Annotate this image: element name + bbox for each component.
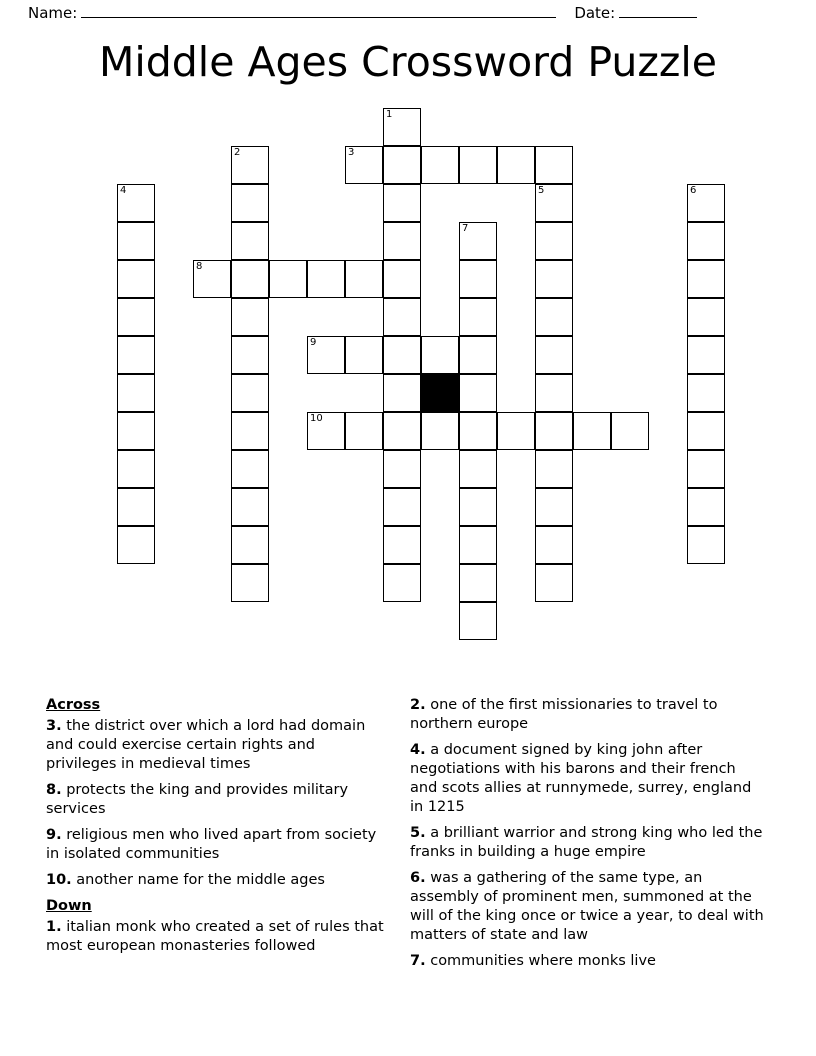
grid-cell[interactable]	[535, 564, 573, 602]
grid-cell[interactable]	[383, 526, 421, 564]
clue-down-7	[410, 952, 766, 971]
grid-cell[interactable]	[231, 146, 269, 184]
clue-down-4	[410, 741, 766, 817]
grid-cell[interactable]	[231, 184, 269, 222]
grid-cell[interactable]	[383, 184, 421, 222]
grid-cell[interactable]	[687, 222, 725, 260]
grid-cell[interactable]	[231, 488, 269, 526]
grid-cell[interactable]	[231, 260, 269, 298]
grid-cell[interactable]	[231, 374, 269, 412]
grid-cell[interactable]	[383, 450, 421, 488]
clue-number: 4.	[410, 742, 426, 758]
grid-cell[interactable]	[687, 336, 725, 374]
grid-cell[interactable]	[345, 260, 383, 298]
clue-text: the district over which a lord had domain and could exercise certain rights and privileges in medieval times	[46, 718, 366, 772]
clue-down-6	[410, 869, 766, 945]
clue-across-9	[46, 826, 388, 864]
grid-cell[interactable]	[117, 412, 155, 450]
grid-cell[interactable]	[231, 222, 269, 260]
clue-text: italian monk who created a set of rules that most european monasteries followed	[46, 919, 384, 954]
grid-cell[interactable]	[117, 374, 155, 412]
grid-cell[interactable]	[687, 450, 725, 488]
grid-cell[interactable]	[535, 450, 573, 488]
grid-cell-number: 4	[120, 185, 127, 196]
grid-cell[interactable]	[307, 412, 345, 450]
crossword-grid[interactable]	[0, 108, 816, 668]
grid-cell[interactable]	[383, 108, 421, 146]
name-blank-line[interactable]	[81, 17, 556, 18]
clues-column-left	[46, 696, 388, 963]
grid-cell-number: 7	[462, 223, 469, 234]
grid-cell[interactable]	[497, 146, 535, 184]
grid-cell[interactable]	[117, 260, 155, 298]
grid-cell[interactable]	[117, 526, 155, 564]
down-heading: Down	[46, 898, 92, 914]
grid-cell-number: 10	[310, 413, 323, 424]
grid-cell[interactable]	[687, 374, 725, 412]
clue-down-1	[46, 918, 388, 956]
grid-cell[interactable]	[459, 602, 497, 640]
grid-cell[interactable]	[535, 488, 573, 526]
grid-cell[interactable]	[231, 412, 269, 450]
grid-cell[interactable]	[421, 146, 459, 184]
grid-cell[interactable]	[459, 336, 497, 374]
grid-cell[interactable]	[535, 146, 573, 184]
clue-number: 6.	[410, 870, 426, 886]
grid-cell[interactable]	[687, 526, 725, 564]
grid-cell[interactable]	[535, 298, 573, 336]
grid-cell[interactable]	[687, 260, 725, 298]
grid-cell[interactable]	[687, 412, 725, 450]
grid-cell[interactable]	[231, 450, 269, 488]
grid-cell[interactable]	[459, 222, 497, 260]
clue-number: 9.	[46, 827, 62, 843]
clue-text: a document signed by king john after negotiations with his barons and their french and scots allies at runnymede, surrey, england in 1215	[410, 742, 752, 815]
clue-text: communities where monks live	[430, 953, 656, 969]
clue-across-10	[46, 871, 388, 890]
grid-cell[interactable]	[117, 450, 155, 488]
grid-cell[interactable]	[611, 412, 649, 450]
date-blank-line[interactable]	[619, 17, 697, 18]
grid-cell[interactable]	[459, 450, 497, 488]
clue-across-8	[46, 781, 388, 819]
grid-cell-number: 1	[386, 109, 393, 120]
grid-cell[interactable]	[459, 564, 497, 602]
clue-text: religious men who lived apart from society in isolated communities	[46, 827, 377, 862]
clue-text: another name for the middle ages	[76, 872, 325, 888]
grid-cell[interactable]	[117, 298, 155, 336]
grid-cell[interactable]	[459, 260, 497, 298]
grid-cell[interactable]	[383, 374, 421, 412]
grid-cell[interactable]	[383, 146, 421, 184]
grid-cell[interactable]	[383, 336, 421, 374]
clue-number: 2.	[410, 697, 426, 713]
grid-cell[interactable]	[231, 298, 269, 336]
clue-text: was a gathering of the same type, an assembly of prominent men, summoned at the will of the king once or twice a year, to deal with matters of state and law	[410, 870, 764, 943]
grid-cell[interactable]	[117, 488, 155, 526]
grid-cell[interactable]	[535, 222, 573, 260]
across-heading: Across	[46, 697, 101, 713]
grid-cell[interactable]	[345, 146, 383, 184]
date-label: Date:	[574, 4, 616, 22]
grid-cell[interactable]	[345, 336, 383, 374]
name-label: Name:	[28, 4, 78, 22]
grid-cell[interactable]	[231, 336, 269, 374]
clue-number: 7.	[410, 953, 426, 969]
clue-number: 8.	[46, 782, 62, 798]
grid-cell[interactable]	[687, 298, 725, 336]
grid-cell-number: 3	[348, 147, 355, 158]
grid-cell[interactable]	[497, 412, 535, 450]
grid-cell[interactable]	[421, 412, 459, 450]
grid-cell[interactable]	[535, 260, 573, 298]
grid-cell[interactable]	[535, 374, 573, 412]
clue-number: 3.	[46, 718, 62, 734]
grid-cell[interactable]	[383, 222, 421, 260]
grid-cell[interactable]	[687, 488, 725, 526]
grid-cell[interactable]	[535, 336, 573, 374]
grid-cell[interactable]	[459, 412, 497, 450]
clue-number: 1.	[46, 919, 62, 935]
grid-cell[interactable]	[193, 260, 231, 298]
grid-cell[interactable]	[383, 564, 421, 602]
grid-cell-number: 2	[234, 147, 241, 158]
grid-cell-number: 9	[310, 337, 317, 348]
clue-down-2	[410, 696, 766, 734]
grid-cell-blocked	[421, 374, 459, 412]
clue-number: 10.	[46, 872, 72, 888]
clue-text: protects the king and provides military services	[46, 782, 349, 817]
grid-cell[interactable]	[231, 526, 269, 564]
grid-cell[interactable]	[117, 222, 155, 260]
clue-text: one of the first missionaries to travel to northern europe	[410, 697, 718, 732]
grid-cell[interactable]	[383, 412, 421, 450]
grid-cell[interactable]	[535, 526, 573, 564]
grid-cell[interactable]	[459, 488, 497, 526]
grid-cell[interactable]	[307, 260, 345, 298]
page-title: Middle Ages Crossword Puzzle	[98, 38, 717, 86]
clues-section	[46, 696, 770, 976]
grid-cell[interactable]	[459, 526, 497, 564]
grid-cell[interactable]	[459, 146, 497, 184]
grid-cell[interactable]	[269, 260, 307, 298]
grid-cell[interactable]	[535, 412, 573, 450]
grid-cell-number: 8	[196, 261, 203, 272]
grid-cell[interactable]	[421, 336, 459, 374]
grid-cell[interactable]	[117, 336, 155, 374]
grid-cell[interactable]	[231, 564, 269, 602]
grid-cell[interactable]	[383, 488, 421, 526]
clue-across-3	[46, 717, 388, 774]
clue-number: 5.	[410, 825, 426, 841]
grid-cell[interactable]	[687, 184, 725, 222]
grid-cell-number: 6	[690, 185, 697, 196]
grid-cell[interactable]	[535, 184, 573, 222]
grid-cell[interactable]	[307, 336, 345, 374]
grid-cell[interactable]	[383, 298, 421, 336]
grid-cell-number: 5	[538, 185, 545, 196]
clues-column-right	[410, 696, 766, 978]
clue-down-5	[410, 824, 766, 862]
grid-cell[interactable]	[383, 260, 421, 298]
grid-cell[interactable]	[117, 184, 155, 222]
grid-cell[interactable]	[573, 412, 611, 450]
grid-cell[interactable]	[459, 374, 497, 412]
clue-text: a brilliant warrior and strong king who led the franks in building a huge empire	[410, 825, 763, 860]
grid-cell[interactable]	[345, 412, 383, 450]
grid-cell[interactable]	[459, 298, 497, 336]
name-date-header	[28, 4, 788, 22]
